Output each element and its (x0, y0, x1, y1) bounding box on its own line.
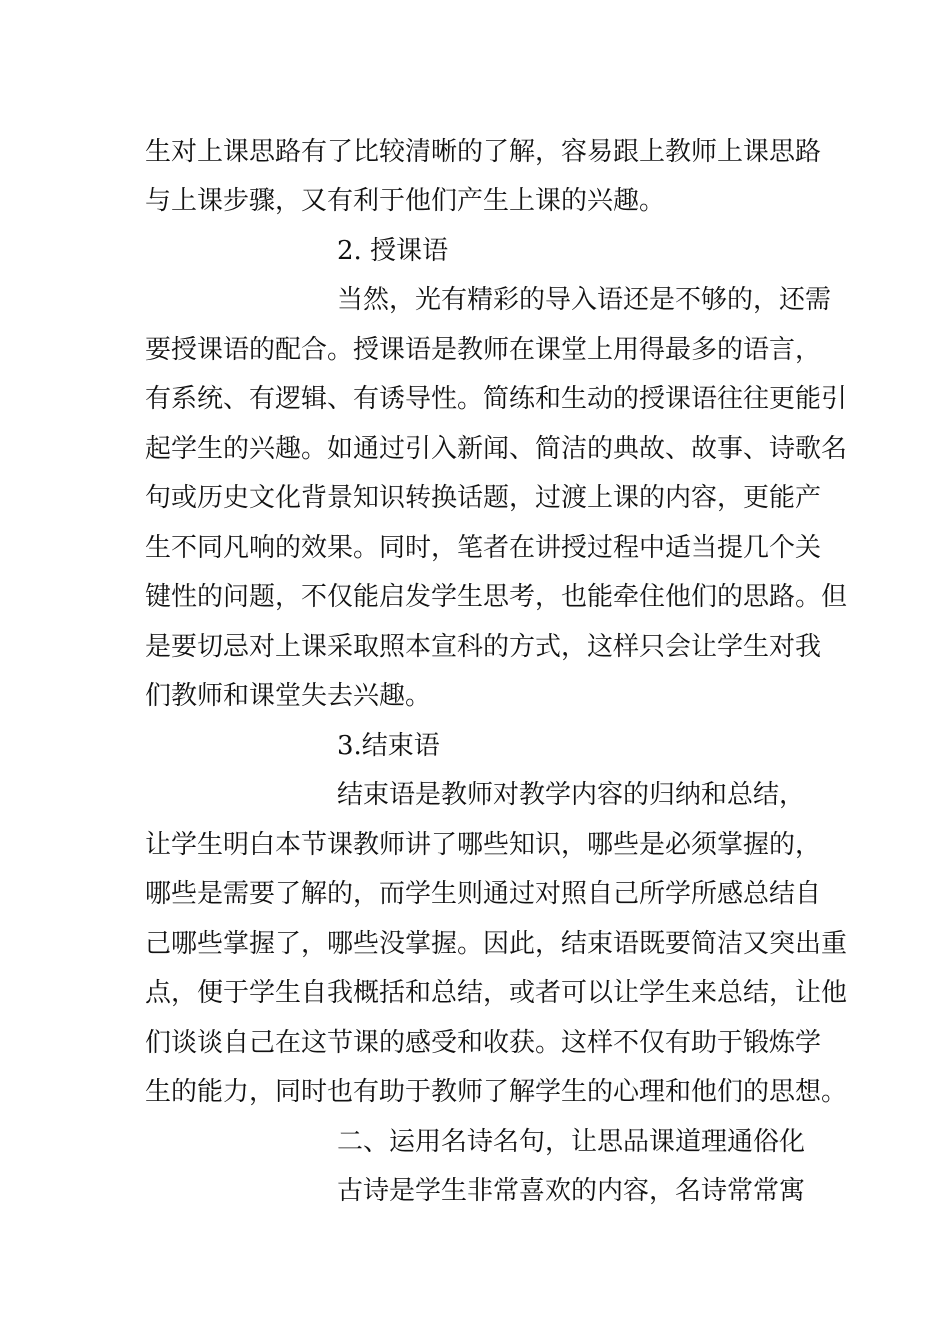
paragraph-start-line: 古诗是学生非常喜欢的内容，名诗常常寓 (337, 1176, 806, 1206)
text-line-2: 与上课步骤，又有利于他们产生上课的兴趣。 (145, 186, 666, 216)
paragraph-start-line: 当然，光有精彩的导入语还是不够的，还需 (337, 285, 832, 315)
text-line-1: 生对上课思路有了比较清晰的了解，容易跟上教师上课思路 (145, 137, 822, 167)
section-heading-poetry: 二、运用名诗名句，让思品课道理通俗化 (337, 1127, 806, 1157)
section-heading-teaching-language: 2. 授课语 (337, 236, 449, 266)
text-line-5: 要授课语的配合。授课语是教师在课堂上用得最多的语言， (145, 335, 822, 365)
text-line-20: 生的能力，同时也有助于教师了解学生的心理和他们的思想。 (145, 1077, 848, 1107)
text-line-18: 点，便于学生自我概括和总结，或者可以让学生来总结，让他 (145, 978, 848, 1008)
section-heading-closing-language: 3.结束语 (337, 731, 440, 761)
text-line-9: 生不同凡响的效果。同时，笔者在讲授过程中适当提几个关 (145, 533, 822, 563)
text-line-17: 己哪些掌握了，哪些没掌握。因此，结束语既要简洁又突出重 (145, 929, 848, 959)
paragraph-start-line: 结束语是教师对教学内容的归纳和总结， (337, 780, 806, 810)
text-line-11: 是要切忌对上课采取照本宣科的方式，这样只会让学生对我 (145, 632, 822, 662)
text-line-8: 句或历史文化背景知识转换话题，过渡上课的内容，更能产 (145, 483, 822, 513)
text-line-10: 键性的问题，不仅能启发学生思考，也能牵住他们的思路。但 (145, 582, 848, 612)
text-line-19: 们谈谈自己在这节课的感受和收获。这样不仅有助于锻炼学 (145, 1028, 822, 1058)
text-line-6: 有系统、有逻辑、有诱导性。简练和生动的授课语往往更能引 (145, 384, 848, 414)
text-line-7: 起学生的兴趣。如通过引入新闻、简洁的典故、故事、诗歌名 (145, 434, 848, 464)
text-line-15: 让学生明白本节课教师讲了哪些知识，哪些是必须掌握的， (145, 830, 822, 860)
text-line-12: 们教师和课堂失去兴趣。 (145, 681, 432, 711)
text-line-16: 哪些是需要了解的，而学生则通过对照自己所学所感总结自 (145, 879, 822, 909)
